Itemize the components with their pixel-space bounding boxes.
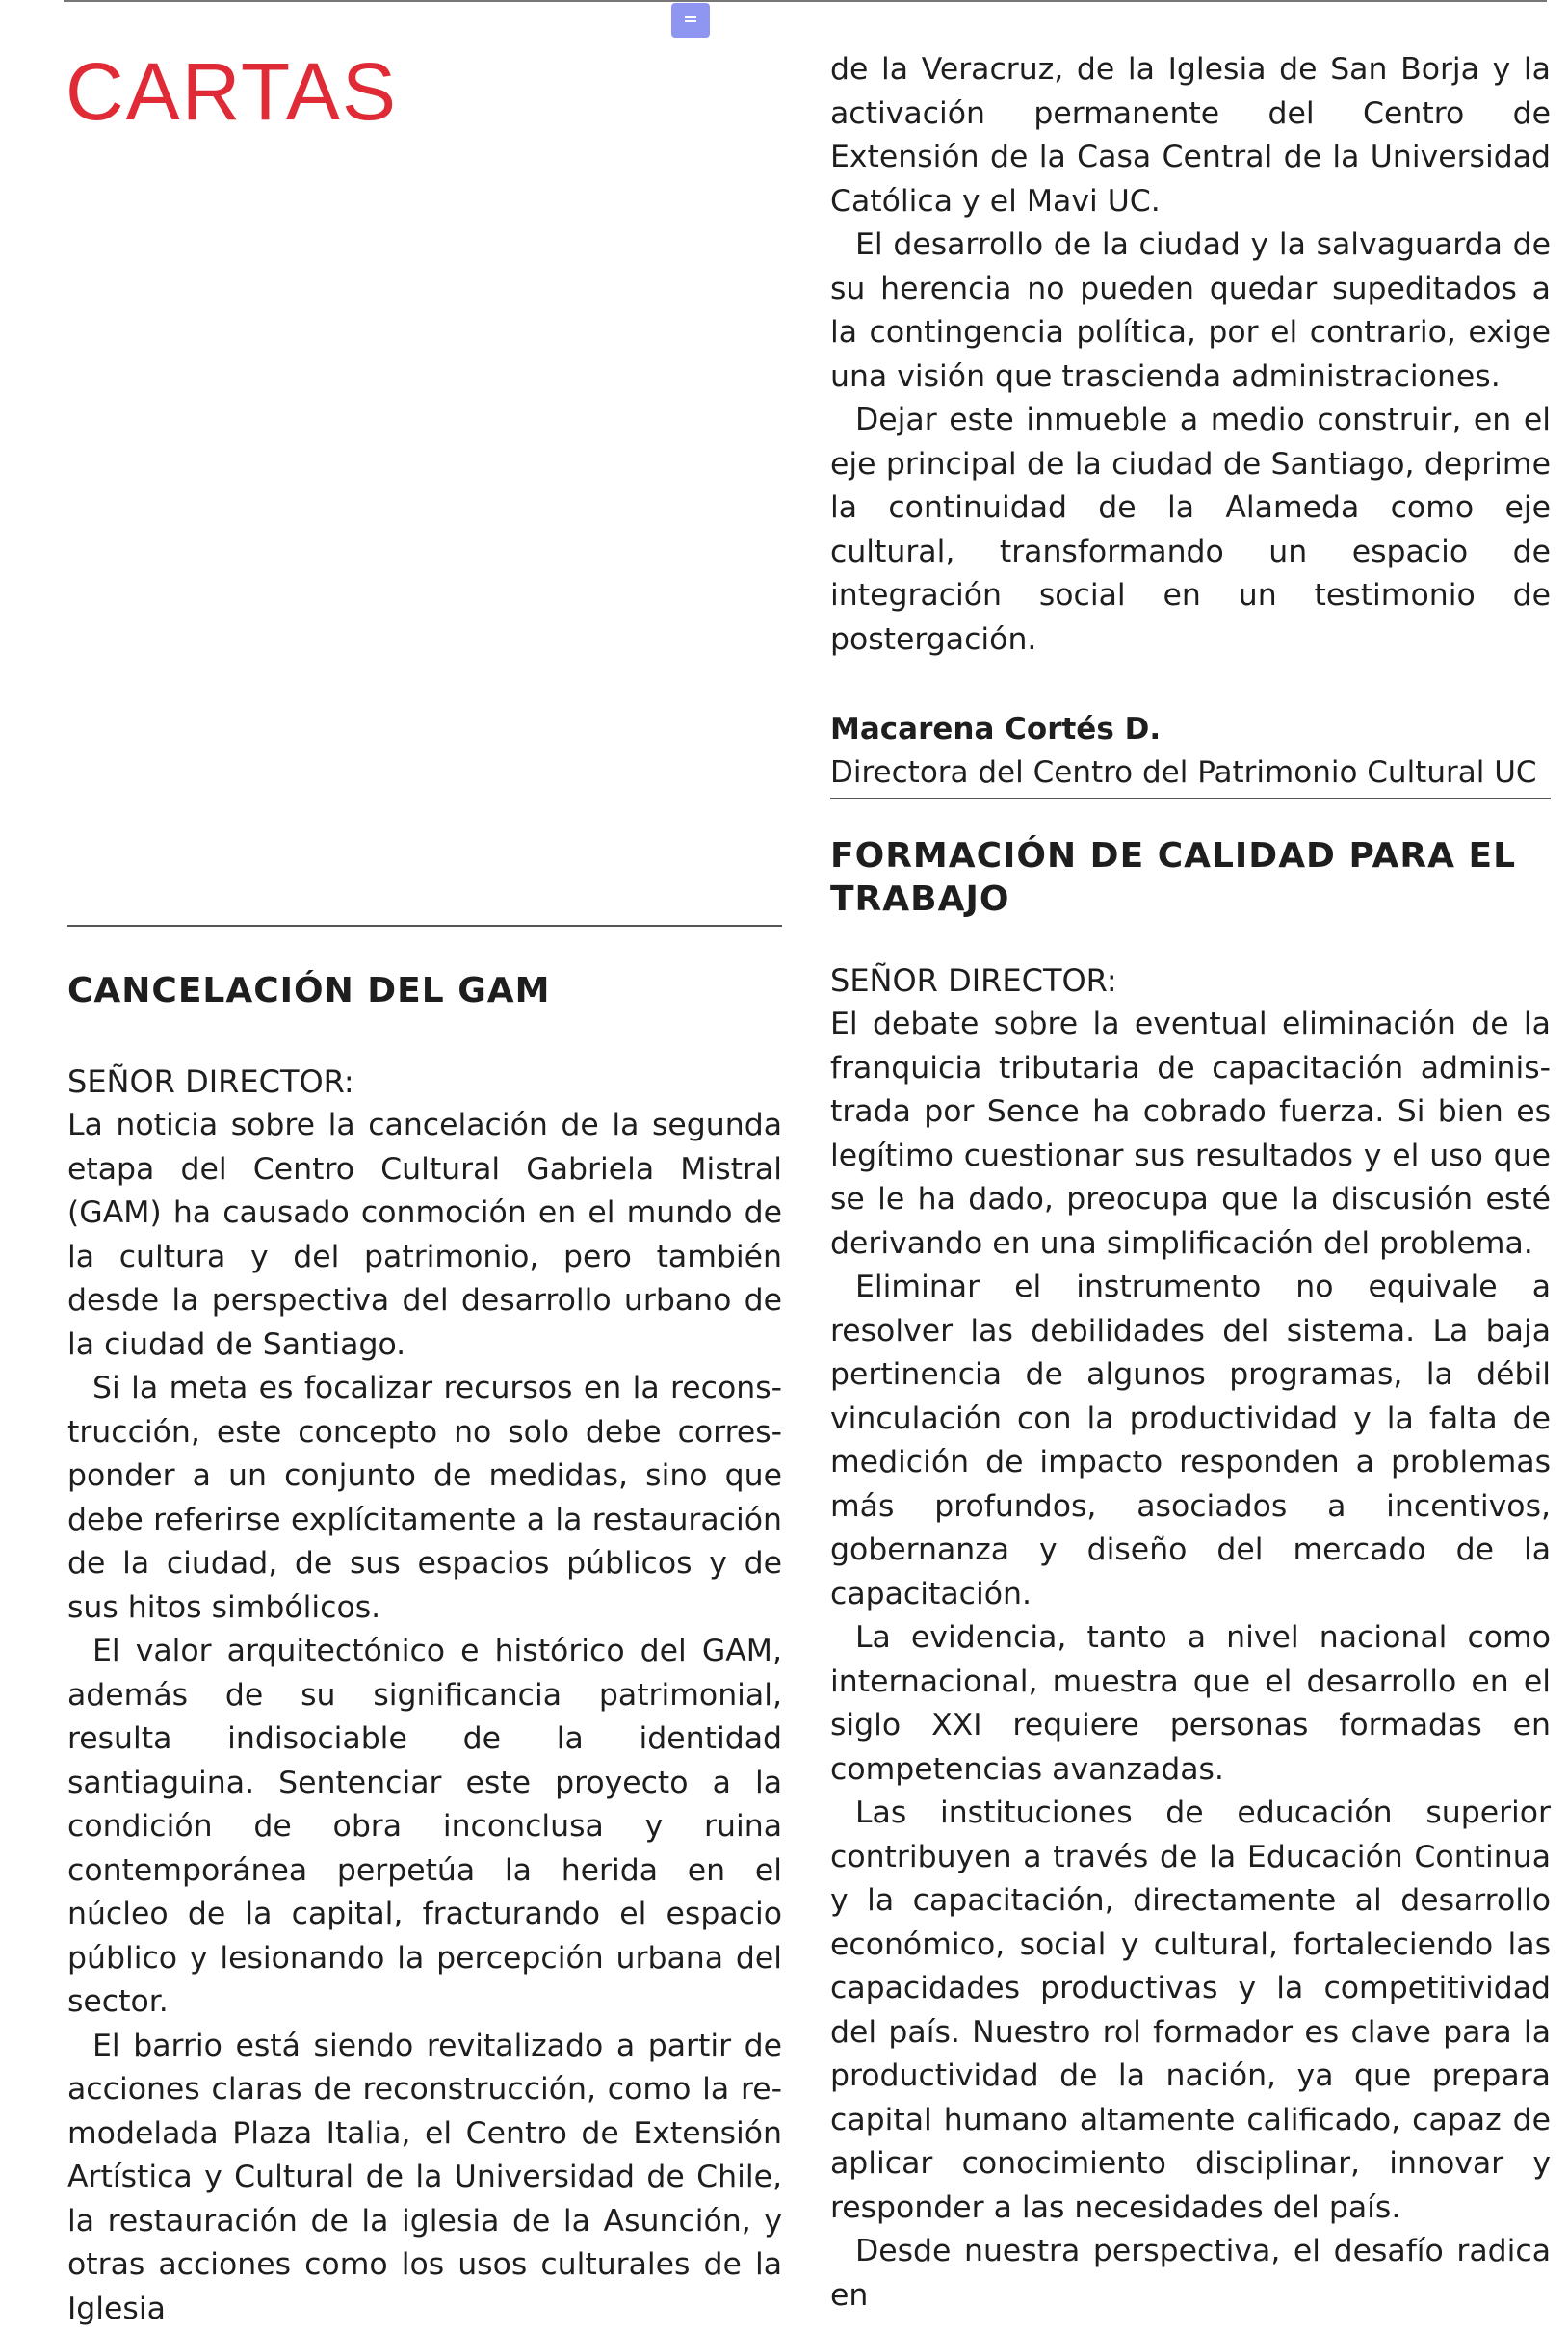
- letter-formacion-salutation: SEÑOR DIRECTOR:: [830, 962, 1117, 999]
- letter-gam-paragraph: La noticia sobre la cancelación de la segunda etapa del Centro Cultural Gabriela Mistral (GAM) ha causado conmoción en el mundo de la cultura y del patrimonio, pero también desde la perspectiva del desarrollo urbano de la ciudad de Santiago.: [67, 1108, 782, 1362]
- letter-formacion-paragraph: Desde nuestra perspectiva, el desafío radica en: [830, 2234, 1551, 2313]
- letter-gam-paragraph: El barrio está siendo revitalizado a partir de acciones claras de reconstrucción, como la remodelada Plaza Italia, el Centro de Extensión Artística y Cultural de la Universidad de Chile, la restauración de la iglesia de la Asunción, y otras acciones como los usos culturales de la Iglesia: [67, 2028, 782, 2326]
- letter-formacion-paragraph: Eliminar el instrumento no equivale a resolver las debilidades del sistema. La baja pertinencia de algunos programas, la débil vinculación con la productividad y la falta de medición de impacto responden a problemas más profundos, asociados a incentivos, gobernanza y diseño del mercado de la capacitación.: [830, 1270, 1551, 1611]
- letter-gam-start: [67, 925, 782, 2331]
- section-title: CARTAS: [65, 46, 398, 137]
- letter-gam-paragraph: de la Veracruz, de la Iglesia de San Borja y la activación permanente del Centro de Extensión de la Casa Central de la Universidad Católica y el Mavi UC.: [830, 52, 1551, 219]
- letter-gam-paragraph: Si la meta es focalizar recursos en la reconstrucción, este concepto no solo debe corresponder a un conjunto de medidas, sino que debe referirse explícitamente a la restauración de la ciudad, de sus espacios públicos y de sus hitos simbólicos.: [67, 1371, 782, 1625]
- letter-gam-paragraph: Dejar este inmueble a medio construir, en el eje principal de la ciudad de Santiago, deprime la continuidad de la Alameda como eje cultural, transformando un espacio de integración social en un testimonio de postergación.: [830, 403, 1551, 657]
- letter-formacion-paragraph: El debate sobre la eventual eliminación de la franquicia tributaria de capacitación administrada por Sence ha cobrado fuerza. Si bien es legítimo cuestionar sus resultados y el uso que se le ha dado, preocupa que la discusión esté derivando en una simplificación del problema.: [830, 1007, 1551, 1261]
- divider: [830, 798, 1551, 799]
- letter-gam-paragraph: El desarrollo de la ciudad y la salvaguarda de su herencia no pueden quedar supeditados a la contingencia política, por el contrario, exige una visión que trascienda administraciones.: [830, 227, 1551, 394]
- letter-formacion-paragraph: Las instituciones de educación superior contribuyen a través de la Educación Continua y la capacitación, directamente al desarrollo económico, social y cultural, fortaleciendo las capacidades productivas y la competitividad del país. Nuestro rol formador es clave para la productividad de la nación, ya que prepara capital humano altamente calificado, capaz de aplicar conocimiento disciplinar, innovar y responder a las necesidades del país.: [830, 1795, 1551, 2225]
- signature-role: Directora del Centro del Patrimonio Cultural UC: [830, 755, 1537, 790]
- bookmark-tag-icon[interactable]: [671, 3, 710, 38]
- divider: [67, 925, 782, 927]
- letter-formacion-paragraph: La evidencia, tanto a nivel nacional como internacional, muestra que el desarrollo en el siglo XXI requiere personas formadas en competencias avanzadas.: [830, 1620, 1551, 1787]
- top-rule: [64, 0, 1547, 2]
- letter-gam-salutation: SEÑOR DIRECTOR:: [67, 1063, 354, 1100]
- letter-gam-title: CANCELACIÓN DEL GAM: [67, 971, 551, 1010]
- letter-gam-continued: [830, 48, 1551, 795]
- signature-name: Macarena Cortés D.: [830, 712, 1162, 747]
- letter-gam-paragraph: El valor arquitectónico e histórico del GAM, además de su significancia patrimonial, resulta indisociable de la identidad santiaguina. Sentenciar este proyecto a la condición de obra inconclusa y ruina contemporánea perpetúa la herida en el núcleo de la capital, fracturando el espacio público y lesionando la percepción urbana del sector.: [67, 1634, 782, 2019]
- letter-formacion: [830, 798, 1551, 2318]
- letter-formacion-title-line1: FORMACIÓN DE CALIDAD PARA EL: [830, 836, 1517, 876]
- letter-formacion-title-line2: TRABAJO: [830, 879, 1010, 919]
